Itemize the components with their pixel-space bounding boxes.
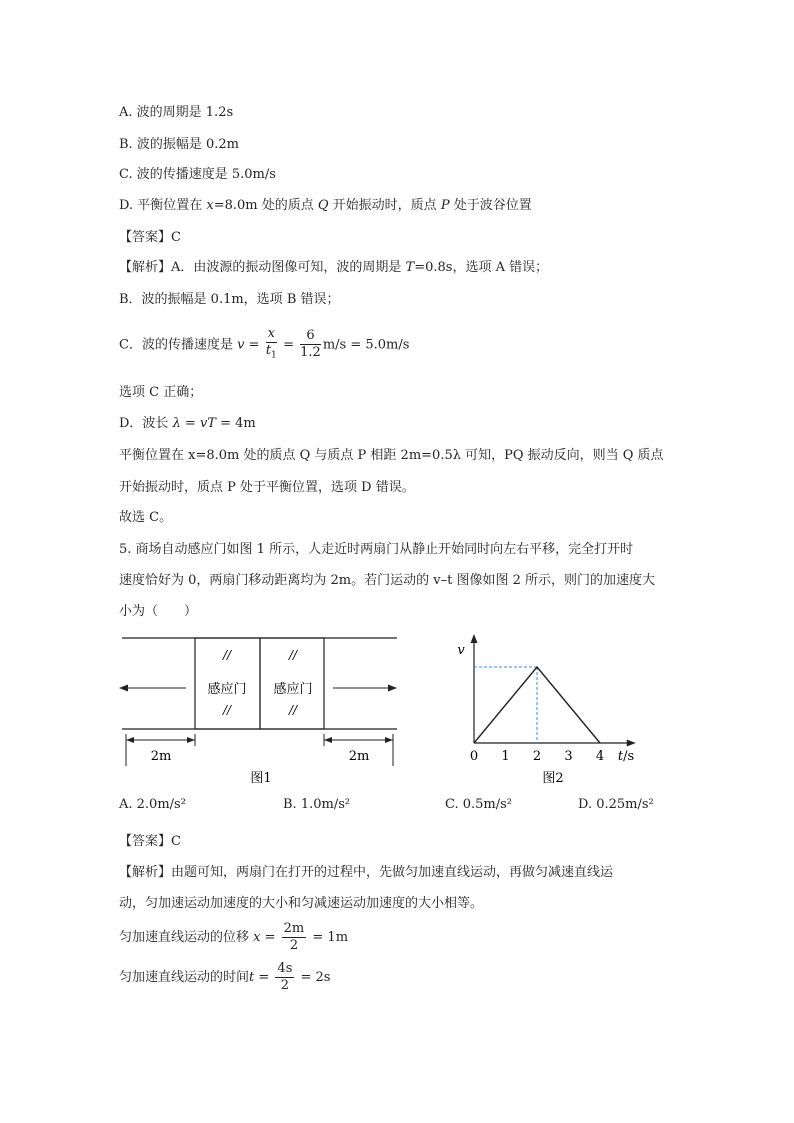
x-tick-label: 2 [532,749,542,764]
q5-stem-1: 5. 商场自动感应门如图 1 所示，人走近时两扇门从静止开始同时向左右平移，完全打开时 [119,542,634,557]
q5-analysis-2: 动，匀加速运动加速度的大小和匀减速运动加速度的大小相等。 [119,896,484,911]
q5-option-c: C. 0.5m/s² [445,797,513,812]
left-arrow-head [119,685,128,692]
x-tick-label: 1 [501,749,510,764]
fraction-2m-over-2: $\frac{2m}{2}$ [283,921,305,953]
q5-option-a: A. 2.0m/s² [119,797,186,812]
answer-line-q5 [119,833,181,851]
time-formula: 匀加速直线运动的时间t = $\frac{4s}{2}$ = 2s [119,961,331,993]
x-axis-arrow [627,740,636,747]
conclusion: 故选 C。 [119,510,173,525]
figure-2-vt-graph [445,632,645,790]
answer-line-q4 [119,229,181,247]
analysis-label: 【解析】 [119,260,172,275]
x-tick-label: 0 [469,749,479,764]
figure-2-caption: 图2 [542,771,564,786]
option-c: C. 波的传播速度是 5.0m/s [119,167,276,182]
x-tick-labels [470,749,604,764]
x-axis-label: t/s [617,749,635,764]
dim-arrow [126,737,134,743]
analysis-d: D．波长 λ = vT = 4m [119,416,256,431]
q5-stem-3: 小为（ ） [119,604,198,619]
right-door-label: 感应门 [273,682,313,697]
displacement-formula: 匀加速直线运动的位移 x = $\frac{2m}{2}$ = 1m [119,921,349,953]
glass-mark: // [288,703,298,717]
dim-arrow [385,737,393,743]
left-door-label: 感应门 [207,682,247,697]
dist-left-label: 2m [150,749,172,764]
glass-mark: // [288,648,298,662]
y-axis-arrow [471,634,478,643]
fraction-x-over-t1: $\frac{x}{t_1}$ [265,326,277,361]
q5-option-d: D. 0.25m/s² [578,797,654,812]
q5-option-b: B. 1.0m/s² [283,797,351,812]
fraction-4s-over-2: $\frac{4s}{2}$ [277,961,293,993]
analysis-c-correct: 选项 C 正确； [119,385,203,400]
answer-label: 【答案】 [119,834,172,849]
analysis-a: 【解析】A．由波源的振动图像可知，波的周期是 T=0.8s，选项 A 错误； [119,260,549,275]
option-b: B. 波的振幅是 0.2m [119,137,239,152]
option-d: D. 平衡位置在 x=8.0m 处的质点 Q 开始振动时，质点 P 处于波谷位置 [119,198,532,213]
glass-mark: // [222,648,232,662]
figure-1-caption: 图1 [250,771,272,786]
y-axis-label: v [457,643,465,658]
analysis-d-explain-2: 开始振动时，质点 P 处于平衡位置，选项 D 错误。 [119,480,415,495]
analysis-label: 【解析】 [119,865,172,880]
analysis-d-explain-1: 平衡位置在 x=8.0m 处的质点 Q 与质点 P 相距 2m=0.5λ 可知，PQ 振动反向，则当 Q 质点 [119,448,664,463]
q5-stem-2: 速度恰好为 0，两扇门移动距离均为 2m。若门运动的 v–t 图像如图 2 所示，则门的加速度大 [119,573,656,588]
fraction-6-over-1.2: $\frac{6}{1.2}$ [300,328,321,361]
answer-value: C [171,230,181,245]
right-arrow-head [388,685,397,692]
dim-arrow [187,737,195,743]
dist-right-label: 2m [348,749,370,764]
figure-1-door-diagram [115,630,405,790]
option-a: A. 波的周期是 1.2s [119,105,234,120]
answer-value: C [171,834,181,849]
x-tick-label: 3 [564,749,573,764]
dim-arrow [324,737,332,743]
analysis-c-formula: C．波的传播速度是 v = $\frac{x}{t_1}$ = $\frac{6}{1.2}$ m/s = 5.0m/s [119,326,409,364]
analysis-b: B．波的振幅是 0.1m，选项 B 错误； [119,292,340,307]
answer-label: 【答案】 [119,230,172,245]
q5-analysis-1: 【解析】由题可知，两扇门在打开的过程中，先做匀加速直线运动，再做匀减速直线运 [119,865,614,880]
glass-mark: // [222,703,232,717]
x-tick-label: 4 [595,749,605,764]
